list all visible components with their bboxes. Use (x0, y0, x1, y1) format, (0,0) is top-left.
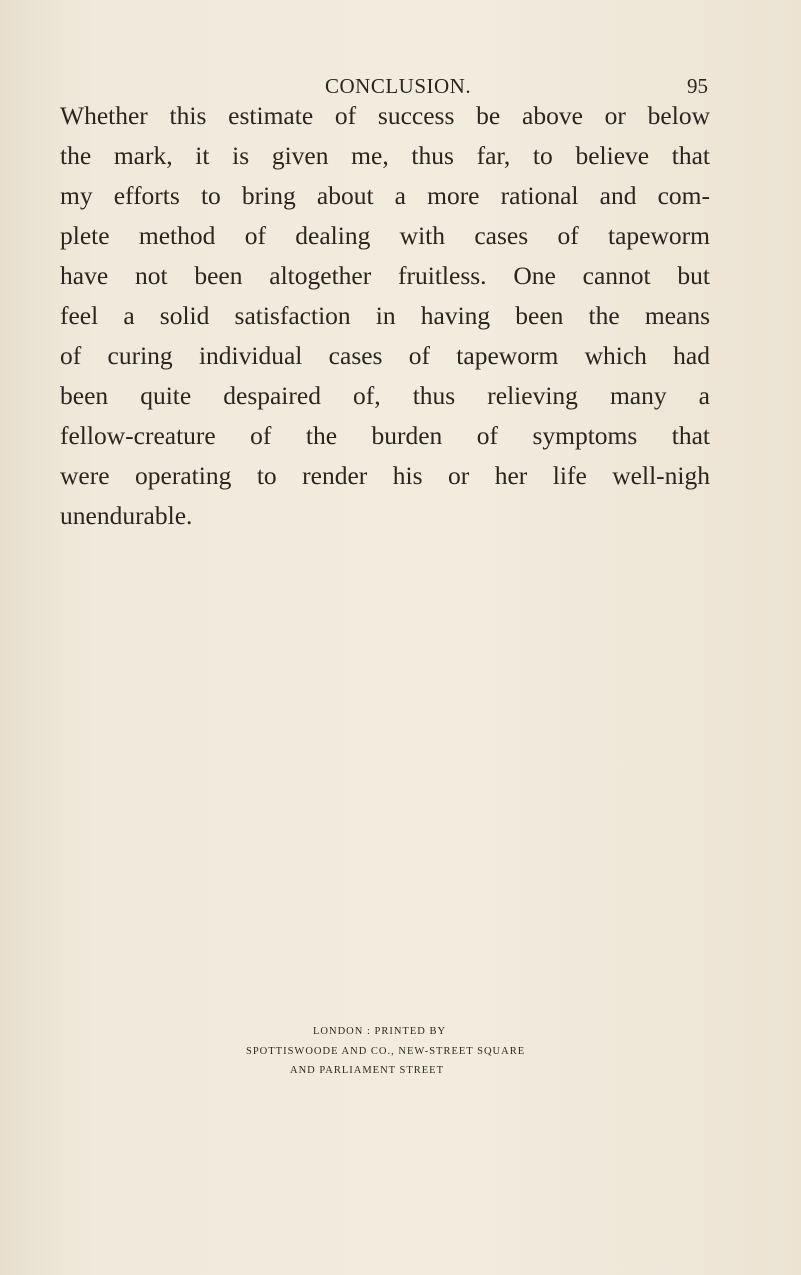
text-line: Whether this estimate of success be above or below (60, 101, 710, 130)
text-line: fellow-creature of the burden of symptoms that (60, 421, 710, 450)
text-line: plete method of dealing with cases of tapeworm (60, 221, 710, 250)
text-line: of curing individual cases of tapeworm which had (60, 341, 710, 370)
page-number: 95 (687, 74, 708, 98)
text-line: feel a solid satisfaction in having been the means (60, 301, 710, 330)
text-line: the mark, it is given me, thus far, to believe that (60, 141, 710, 170)
text-line: been quite despaired of, thus relieving many a (60, 381, 710, 410)
colophon-line-3: AND PARLIAMENT STREET (290, 1065, 445, 1076)
text-line: were operating to render his or her life well-nigh (60, 461, 710, 490)
text-line: my efforts to bring about a more rational and com- (60, 181, 710, 210)
colophon-line-1: LONDON : PRINTED BY (313, 1026, 447, 1037)
text-line: unendurable. (60, 501, 193, 530)
running-title: CONCLUSION. (325, 74, 472, 98)
body-paragraph (60, 96, 710, 536)
text-line: have not been altogether fruitless. One cannot but (60, 261, 710, 290)
colophon-line-2: SPOTTISWOODE AND CO., NEW-STREET SQUARE (246, 1046, 526, 1057)
